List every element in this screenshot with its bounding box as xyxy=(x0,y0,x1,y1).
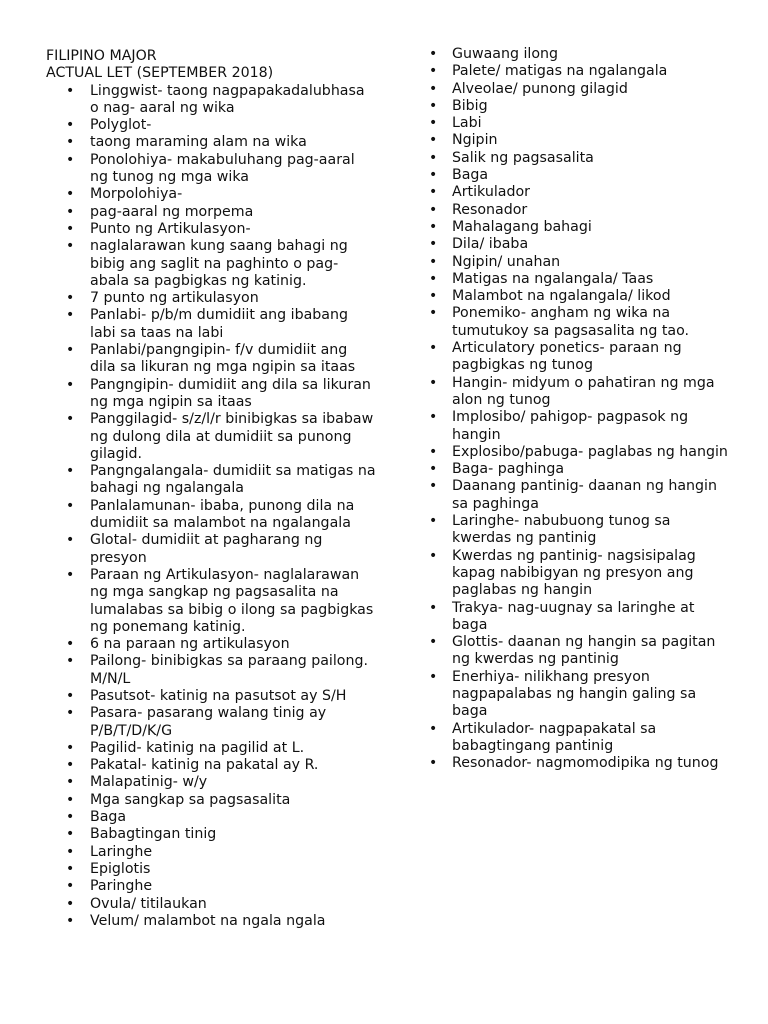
list-item xyxy=(429,167,729,184)
list-item xyxy=(429,634,729,669)
bullet-icon: • xyxy=(66,134,75,151)
bullet-icon: • xyxy=(66,411,75,428)
list-item-text: Ponemiko- angham ng wika na tumutukoy sa pagsasalita ng tao. xyxy=(452,305,690,339)
bullet-icon: • xyxy=(66,307,75,324)
bullet-icon: • xyxy=(429,755,438,772)
list-item-text: Punto ng Artikulasyon- xyxy=(90,220,251,237)
list-item xyxy=(429,669,729,721)
bullet-icon: • xyxy=(429,63,438,80)
bullet-icon: • xyxy=(66,774,75,791)
list-item xyxy=(46,740,376,757)
list-item-text: Pasara- pasarang walang tinig ay P/B/T/D/K/G xyxy=(90,705,327,739)
bullet-icon: • xyxy=(66,151,75,168)
bullet-icon: • xyxy=(66,566,75,583)
list-item xyxy=(429,236,729,253)
bullet-icon: • xyxy=(66,826,75,843)
list-item-text: Laringhe xyxy=(90,843,153,860)
list-item xyxy=(429,202,729,219)
list-item-text: Pasutsot- katinig na pasutsot ay S/H xyxy=(90,687,347,704)
list-item xyxy=(429,63,729,80)
list-item xyxy=(46,757,376,774)
list-item xyxy=(429,98,729,115)
list-item-text: Panlalamunan- ibaba, punong dila na dumidiit sa malambot na ngalangala xyxy=(90,497,355,532)
list-item xyxy=(429,375,729,410)
bullet-icon: • xyxy=(66,220,75,237)
list-item-text: Linggwist- taong nagpapakadalubhasa o nag- aaral ng wika xyxy=(90,82,365,116)
list-item-text: Dila/ ibaba xyxy=(452,236,529,253)
list-item-text: Explosibo/pabuga- paglabas ng hangin xyxy=(452,443,728,460)
list-item xyxy=(46,532,376,567)
bullet-icon: • xyxy=(66,497,75,514)
list-item xyxy=(46,117,376,134)
right-column xyxy=(429,46,729,772)
list-item xyxy=(429,81,729,98)
list-item-text: Laringhe- nabubuong tunog sa kwerdas ng pantinig xyxy=(452,513,671,547)
right-bullet-list xyxy=(429,46,729,772)
list-item-text: Paringhe xyxy=(90,878,153,895)
bullet-icon: • xyxy=(66,238,75,255)
list-item xyxy=(429,478,729,513)
list-item xyxy=(429,115,729,132)
bullet-icon: • xyxy=(66,895,75,912)
list-item xyxy=(429,132,729,149)
bullet-icon: • xyxy=(66,203,75,220)
bullet-icon: • xyxy=(429,253,438,270)
bullet-icon: • xyxy=(66,82,75,99)
list-item xyxy=(429,46,729,63)
bullet-icon: • xyxy=(429,513,438,530)
bullet-icon: • xyxy=(66,809,75,826)
list-item xyxy=(46,861,376,878)
list-item-text: Ngipin/ unahan xyxy=(452,253,561,270)
bullet-icon: • xyxy=(429,236,438,253)
left-bullet-list xyxy=(46,83,376,931)
list-item xyxy=(46,377,376,412)
bullet-icon: • xyxy=(66,843,75,860)
list-item xyxy=(46,290,376,307)
list-item xyxy=(429,755,729,772)
list-item-text: Baga- paghinga xyxy=(452,461,565,478)
bullet-icon: • xyxy=(429,443,438,460)
list-item xyxy=(46,826,376,843)
list-item xyxy=(429,254,729,271)
list-item-text: Epiglotis xyxy=(90,860,151,877)
list-item xyxy=(46,204,376,221)
bullet-icon: • xyxy=(66,912,75,929)
bullet-icon: • xyxy=(429,547,438,564)
list-item-text: naglalarawan kung saang bahagi ng bibig ang saglit na paghinto o pag-abala sa pagbigkas ng katinig. xyxy=(90,238,348,289)
list-item xyxy=(429,184,729,201)
bullet-icon: • xyxy=(66,705,75,722)
list-item-text: Trakya- nag-uugnay sa laringhe at baga xyxy=(452,599,695,633)
bullet-icon: • xyxy=(429,97,438,114)
list-item-text: Babagtingan tinig xyxy=(90,826,217,843)
bullet-icon: • xyxy=(66,342,75,359)
list-item-text: pag-aaral ng morpema xyxy=(90,203,254,220)
list-item xyxy=(429,305,729,340)
bullet-icon: • xyxy=(66,878,75,895)
list-item-text: Resonador xyxy=(452,201,528,218)
list-item-text: Pakatal- katinig na pakatal ay R. xyxy=(90,757,319,774)
list-item-text: Panlabi/pangngipin- f/v dumidiit ang dila sa likuran ng mga ngipin sa itaas xyxy=(90,342,356,376)
list-item xyxy=(429,150,729,167)
list-item xyxy=(429,288,729,305)
bullet-icon: • xyxy=(429,115,438,132)
list-item-text: Mahalagang bahagi xyxy=(452,218,592,235)
list-item-text: Ngipin xyxy=(452,132,498,149)
list-item-text: taong maraming alam na wika xyxy=(90,134,307,151)
list-item-text: Malambot na ngalangala/ likod xyxy=(452,288,671,305)
list-item xyxy=(46,463,376,498)
list-item-text: Artikulador xyxy=(452,184,530,201)
list-item-text: Pailong- binibigkas sa paraang pailong. M/N/L xyxy=(90,653,368,687)
bullet-icon: • xyxy=(66,757,75,774)
list-item xyxy=(46,774,376,791)
bullet-icon: • xyxy=(429,461,438,478)
bullet-icon: • xyxy=(429,599,438,616)
list-item xyxy=(46,342,376,377)
list-item-text: Glottis- daanan ng hangin sa pagitan ng kwerdas ng pantinig xyxy=(452,634,716,668)
list-item xyxy=(429,600,729,635)
list-item-text: 7 punto ng artikulasyon xyxy=(90,290,259,307)
list-item-text: Resonador- nagmomodipika ng tunog xyxy=(452,755,719,772)
list-item xyxy=(429,461,729,478)
list-item-text: Panlabi- p/b/m dumidiit ang ibabang labi sa taas na labi xyxy=(90,307,348,341)
list-item xyxy=(46,411,376,463)
list-item-text: 6 na paraan ng artikulasyon xyxy=(90,636,290,653)
list-item-text: Artikulador- nagpapakatal sa babagtingang pantinig xyxy=(452,720,657,754)
list-item-text: Polyglot- xyxy=(90,117,152,134)
list-item-text: Salik ng pagsasalita xyxy=(452,149,594,166)
list-item xyxy=(46,498,376,533)
list-item-text: Ponolohiya- makabuluhang pag-aaral ng tunog ng mga wika xyxy=(90,151,355,186)
bullet-icon: • xyxy=(66,290,75,307)
bullet-icon: • xyxy=(429,288,438,305)
list-item-text: Articulatory ponetics- paraan ng pagbigkas ng tunog xyxy=(452,340,682,374)
list-item xyxy=(46,221,376,238)
bullet-icon: • xyxy=(66,860,75,877)
bullet-icon: • xyxy=(66,687,75,704)
bullet-icon: • xyxy=(429,305,438,322)
bullet-icon: • xyxy=(429,218,438,235)
list-item-text: Glotal- dumidiit at pagharang ng presyon xyxy=(90,532,323,566)
list-item-text: Labi xyxy=(452,115,482,132)
bullet-icon: • xyxy=(429,668,438,685)
list-item-text: Enerhiya- nilikhang presyon nagpapalabas ng hangin galing sa baga xyxy=(452,668,697,720)
bullet-icon: • xyxy=(429,201,438,218)
bullet-icon: • xyxy=(429,167,438,184)
bullet-icon: • xyxy=(66,463,75,480)
bullet-icon: • xyxy=(429,46,438,62)
list-item-text: Baga xyxy=(90,809,127,826)
heading-title: FILIPINO MAJOR xyxy=(46,48,157,64)
list-item-text: Velum/ malambot na ngala ngala xyxy=(90,912,326,929)
list-item xyxy=(46,792,376,809)
list-item xyxy=(46,705,376,740)
list-item xyxy=(46,688,376,705)
list-item xyxy=(46,567,376,636)
bullet-icon: • xyxy=(429,149,438,166)
list-item xyxy=(429,513,729,548)
list-item xyxy=(46,878,376,895)
list-item-text: Hangin- midyum o pahatiran ng mga alon ng tunog xyxy=(452,374,715,408)
list-item xyxy=(46,844,376,861)
list-item xyxy=(46,186,376,203)
bullet-icon: • xyxy=(66,739,75,756)
bullet-icon: • xyxy=(429,478,438,495)
list-item xyxy=(429,444,729,461)
list-item xyxy=(46,307,376,342)
bullet-icon: • xyxy=(66,791,75,808)
list-item-text: Morpolohiya- xyxy=(90,186,183,203)
bullet-icon: • xyxy=(429,184,438,201)
list-item xyxy=(46,134,376,151)
bullet-icon: • xyxy=(429,409,438,426)
list-item-text: Ovula/ titilaukan xyxy=(90,895,207,912)
list-item-text: Malapatinig- w/y xyxy=(90,774,208,791)
list-item-text: Pangngalangala- dumidiit sa matigas na bahagi ng ngalangala xyxy=(90,463,376,497)
list-item-text: Kwerdas ng pantinig- nagsisipalag kapag nabibigyan ng presyon ang paglabas ng hangin xyxy=(452,547,696,599)
list-item xyxy=(429,340,729,375)
list-item-text: Daanang pantinig- daanan ng hangin sa paghinga xyxy=(452,478,717,512)
list-item xyxy=(46,238,376,290)
list-item xyxy=(46,636,376,653)
list-item xyxy=(429,548,729,600)
list-item xyxy=(46,653,376,688)
list-item xyxy=(429,409,729,444)
list-item xyxy=(46,152,376,187)
bullet-icon: • xyxy=(66,636,75,653)
list-item xyxy=(46,896,376,913)
bullet-icon: • xyxy=(429,634,438,651)
list-item xyxy=(46,83,376,118)
bullet-icon: • xyxy=(429,132,438,149)
bullet-icon: • xyxy=(66,653,75,670)
list-item-text: Guwaang ilong xyxy=(452,46,559,62)
list-item-text: Matigas na ngalangala/ Taas xyxy=(452,270,654,287)
list-item-text: Paraan ng Artikulasyon- naglalarawan ng mga sangkap ng pagsasalita na lumalabas sa bibig o ilong sa pagbigkas ng ponemang katinig. xyxy=(90,566,374,635)
bullet-icon: • xyxy=(66,532,75,549)
bullet-icon: • xyxy=(429,340,438,357)
list-item-text: Mga sangkap sa pagsasalita xyxy=(90,791,291,808)
list-item xyxy=(429,721,729,756)
list-item-text: Bibig xyxy=(452,97,488,114)
bullet-icon: • xyxy=(66,376,75,393)
list-item-text: Pagilid- katinig na pagilid at L. xyxy=(90,739,305,756)
list-item-text: Baga xyxy=(452,167,489,184)
bullet-icon: • xyxy=(66,186,75,203)
list-item xyxy=(46,913,376,930)
left-column xyxy=(46,48,376,930)
bullet-icon: • xyxy=(429,80,438,97)
list-item-text: Pangngipin- dumidiit ang dila sa likuran ng mga ngipin sa itaas xyxy=(90,376,371,410)
bullet-icon: • xyxy=(429,374,438,391)
bullet-icon: • xyxy=(66,117,75,134)
list-item-text: Implosibo/ pahigop- pagpasok ng hangin xyxy=(452,409,689,443)
list-item-text: Palete/ matigas na ngalangala xyxy=(452,63,668,80)
bullet-icon: • xyxy=(429,270,438,287)
list-item-text: Alveolae/ punong gilagid xyxy=(452,80,628,97)
list-item xyxy=(429,219,729,236)
list-item xyxy=(46,809,376,826)
heading-subtitle: ACTUAL LET (SEPTEMBER 2018) xyxy=(46,65,274,82)
bullet-icon: • xyxy=(429,720,438,737)
list-item xyxy=(429,271,729,288)
list-item-text: Panggilagid- s/z/l/r binibigkas sa ibabaw ng dulong dila at dumidiit sa punong gilagid. xyxy=(90,411,374,462)
